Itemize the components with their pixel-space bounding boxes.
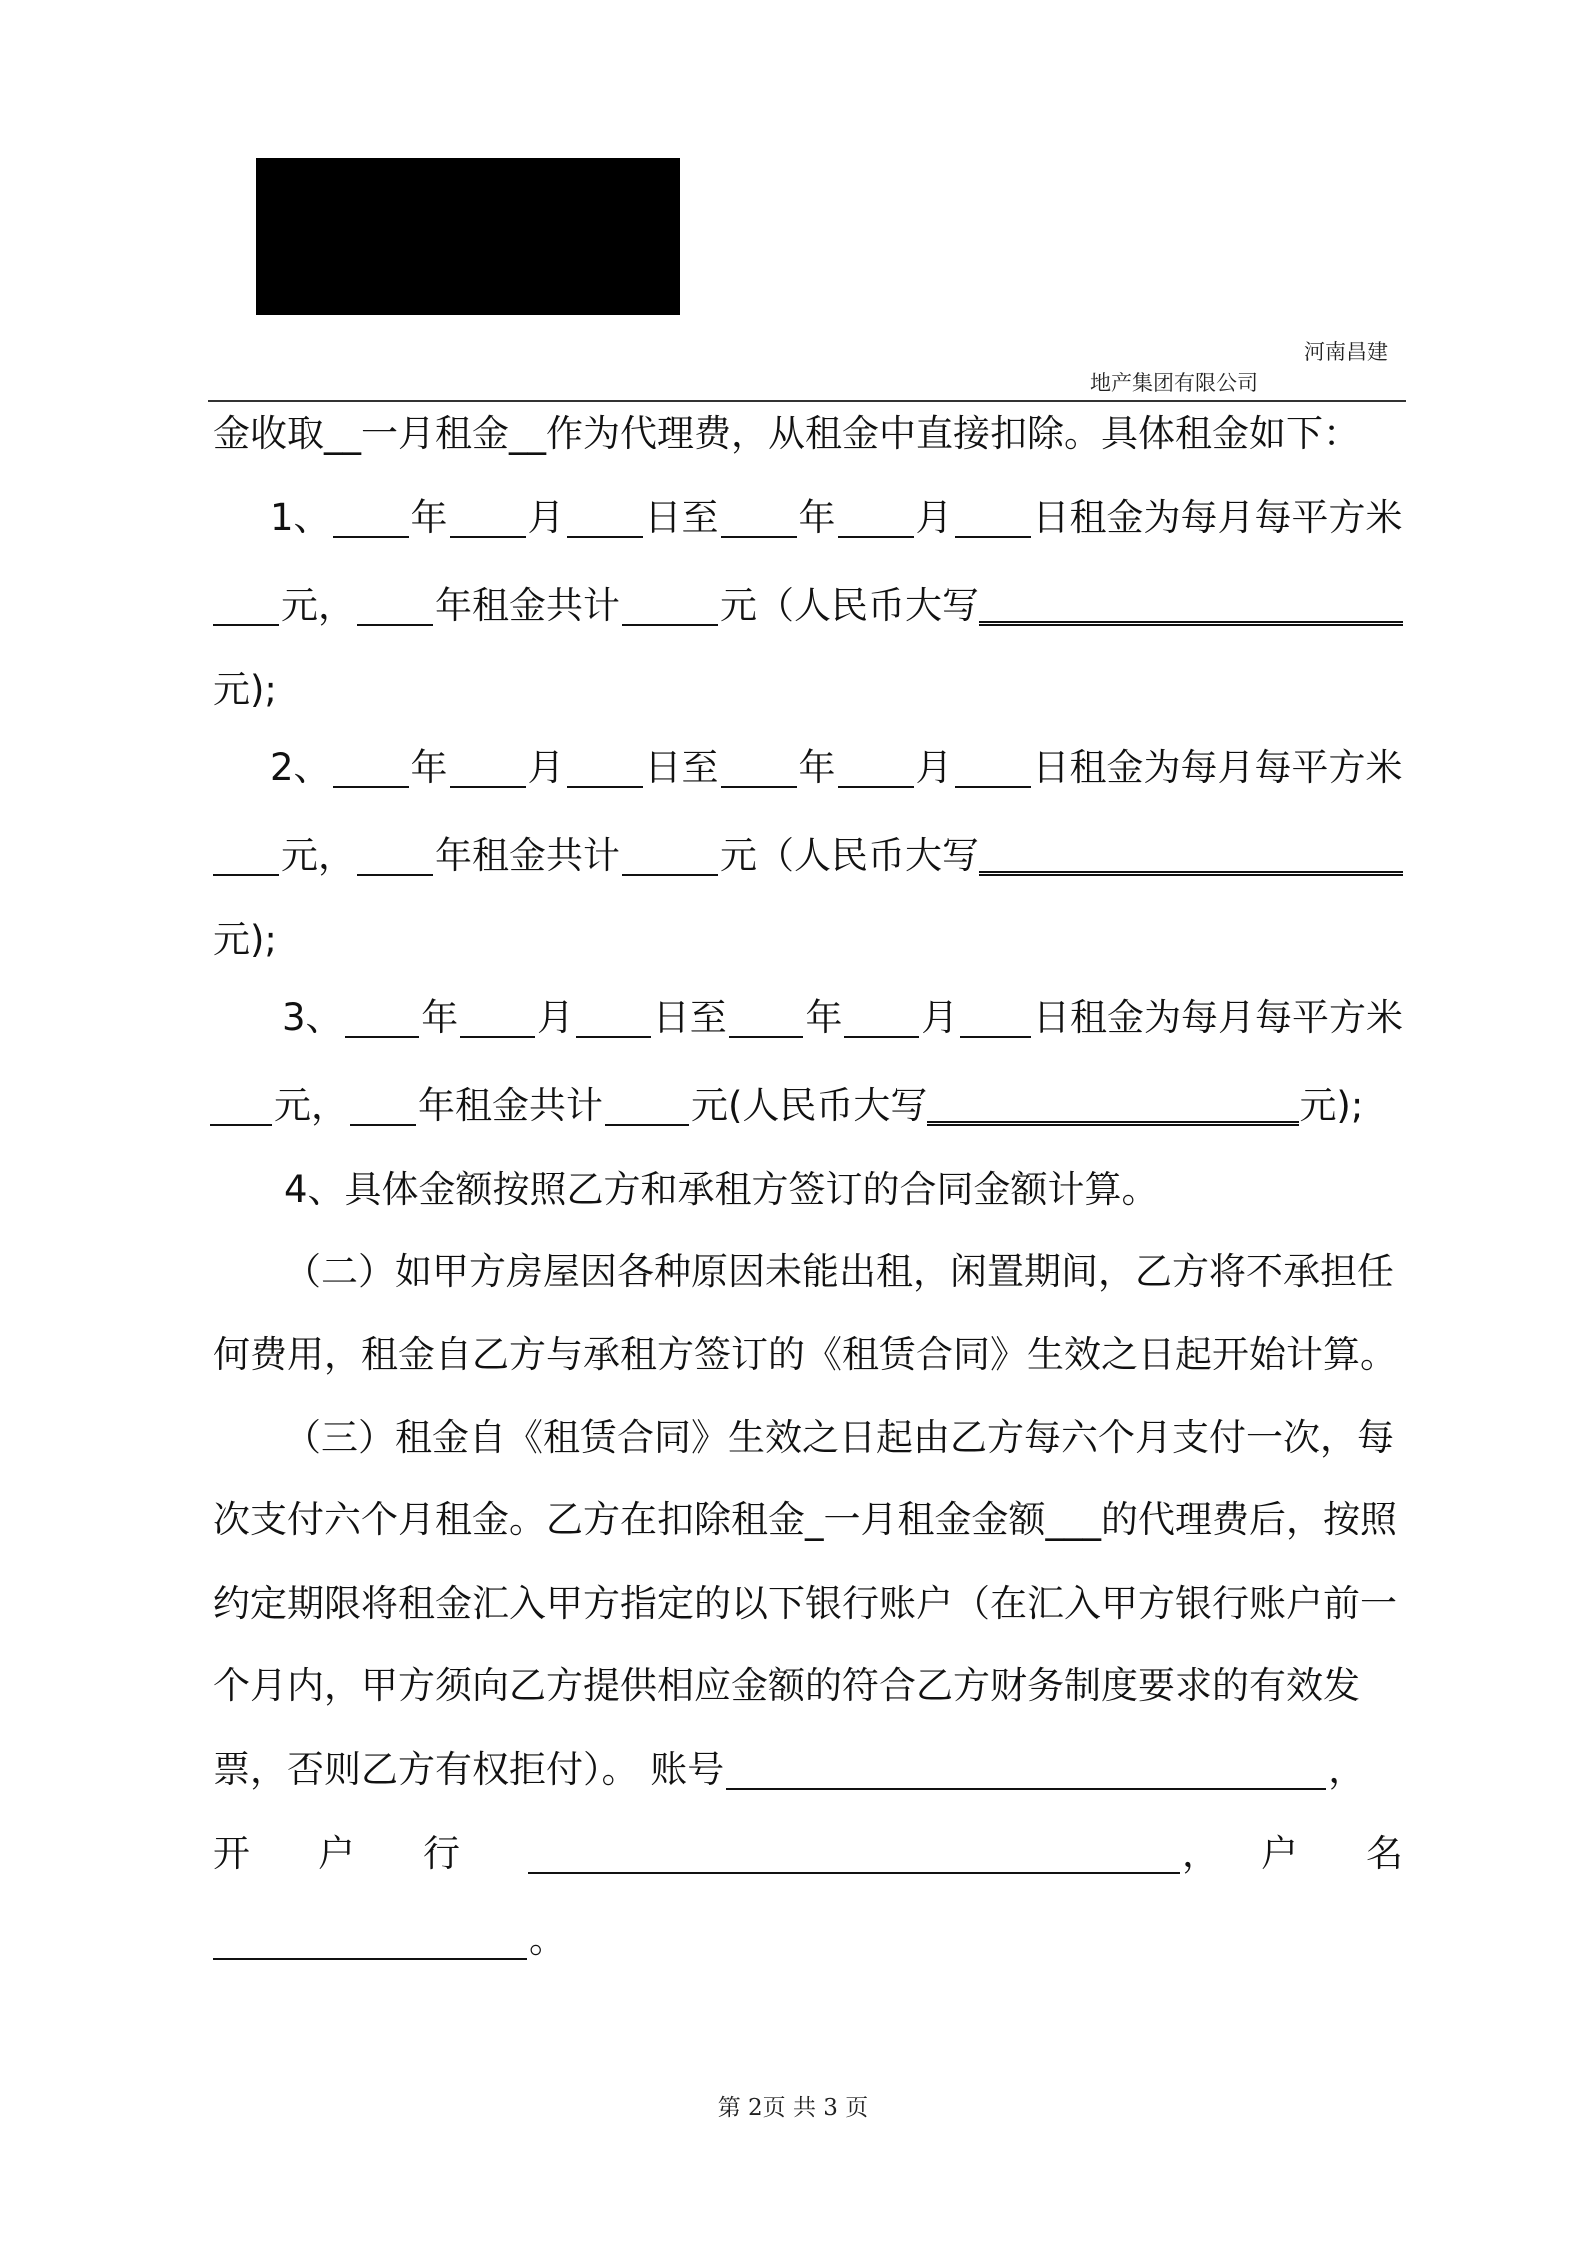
blank bbox=[838, 530, 914, 538]
item-1-line-3: 元); bbox=[213, 668, 277, 711]
blank-double bbox=[927, 1115, 1299, 1126]
agency-fee-amount: _一月租金金额___ bbox=[805, 1498, 1101, 1541]
page-number: 第 2页 共 3 页 bbox=[717, 2095, 869, 2121]
blank bbox=[576, 1030, 651, 1038]
clause-2-line-1: （二）如甲方房屋因各种原因未能出租，闲置期间，乙方将不承担任 bbox=[284, 1250, 1394, 1293]
clause-3-line-4: 个月内，甲方须向乙方提供相应金额的符合乙方财务制度要求的有效发 bbox=[213, 1664, 1360, 1707]
clause-3-line-1: （三）租金自《租赁合同》生效之日起由乙方每六个月支付一次，每 bbox=[284, 1416, 1394, 1459]
blank bbox=[567, 530, 643, 538]
account-name-blank bbox=[213, 1952, 527, 1960]
item-3-line-1: 3、 年 月 日至 年 月 日租金为每月每平方米 bbox=[282, 996, 1404, 1039]
item-1-line-1: 1、 年 月 日至 年 月 日租金为每月每平方米 bbox=[270, 496, 1403, 539]
line-agency-fee: 金收取 __一月租金__ 作为代理费，从租金中直接扣除。具体租金如下： bbox=[213, 412, 1360, 455]
blank bbox=[213, 618, 279, 626]
blank bbox=[960, 1030, 1031, 1038]
blank bbox=[357, 868, 433, 876]
blank bbox=[450, 530, 526, 538]
blank bbox=[955, 530, 1031, 538]
blank bbox=[955, 780, 1031, 788]
blank bbox=[844, 1030, 919, 1038]
header-rule bbox=[208, 400, 1406, 402]
blank bbox=[210, 1118, 272, 1126]
item-2-line-3: 元); bbox=[213, 918, 277, 961]
blank bbox=[567, 780, 643, 788]
blank bbox=[838, 780, 914, 788]
agency-fee-value: __一月租金__ bbox=[324, 412, 546, 455]
redaction-block bbox=[256, 158, 680, 315]
item-4: 4、具体金额按照乙方和承租方签订的合同金额计算。 bbox=[284, 1168, 1159, 1211]
blank bbox=[721, 530, 797, 538]
blank bbox=[622, 868, 718, 876]
bank-line: 开 户 行 ， 户 名 bbox=[213, 1832, 1403, 1875]
clause-3-line-2: 次支付六个月租金。乙方在扣除租金 _一月租金金额___ 的代理费后，按照 bbox=[213, 1498, 1397, 1541]
clause-3-line-3: 约定期限将租金汇入甲方指定的以下银行账户（在汇入甲方银行账户前一 bbox=[213, 1582, 1397, 1625]
blank bbox=[345, 1030, 420, 1038]
blank bbox=[333, 780, 409, 788]
blank bbox=[622, 618, 718, 626]
blank bbox=[350, 1118, 416, 1126]
item-2-line-2: 元， 年租金共计 元（人民币大写 bbox=[213, 834, 1403, 878]
blank-double bbox=[979, 865, 1403, 876]
blank bbox=[450, 780, 526, 788]
account-blank bbox=[726, 1782, 1326, 1790]
blank bbox=[460, 1030, 535, 1038]
clause-2-line-2: 何费用，租金自乙方与承租方签订的《租赁合同》生效之日起开始计算。 bbox=[213, 1333, 1397, 1376]
blank bbox=[333, 530, 409, 538]
blank bbox=[729, 1030, 804, 1038]
item-1-line-2: 元， 年租金共计 元（人民币大写 bbox=[213, 584, 1403, 628]
item-2-line-1: 2、 年 月 日至 年 月 日租金为每月每平方米 bbox=[270, 746, 1403, 789]
bank-blank bbox=[528, 1866, 1180, 1874]
blank bbox=[721, 780, 797, 788]
blank bbox=[605, 1118, 689, 1126]
blank bbox=[213, 868, 279, 876]
header-company-line2: 地产集团有限公司 bbox=[1090, 371, 1258, 395]
account-name-line: 。 bbox=[213, 1918, 1403, 1962]
item-3-line-2: 元， 年租金共计 元(人民币大写 元); bbox=[210, 1084, 1400, 1128]
blank bbox=[357, 618, 433, 626]
blank-double bbox=[979, 615, 1403, 626]
header-company-line1: 河南昌建 bbox=[1304, 340, 1388, 364]
account-line: 票，否则乙方有权拒付）。 账号 ， bbox=[213, 1748, 1366, 1791]
